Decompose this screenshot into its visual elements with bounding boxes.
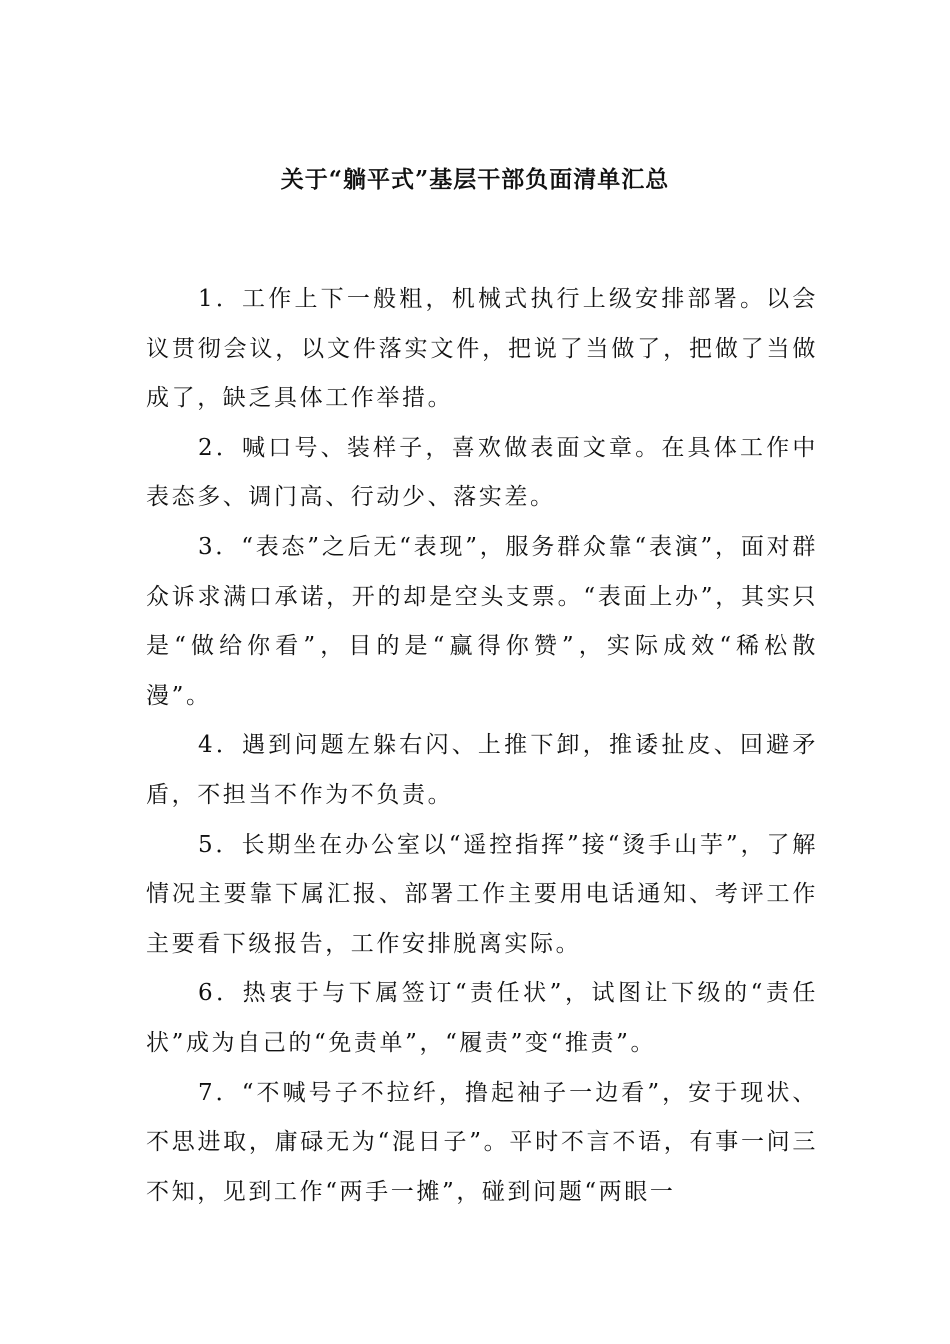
paragraph-5: 5．长期坐在办公室以“遥控指挥”接“烫手山芋”，了解情况主要靠下属汇报、部署工作主要用电话通知、考评工作主要看下级报告，工作安排脱离实际。 [146, 831, 818, 957]
document-title: 关于“躺平式”基层干部负面清单汇总 [280, 166, 670, 193]
paragraph-2: 2．喊口号、装样子，喜欢做表面文章。在具体工作中表态多、调门高、行动少、落实差。 [146, 434, 818, 511]
paragraph-1: 1．工作上下一般粗，机械式执行上级安排部署。以会议贯彻会议，以文件落实文件，把说了当做了，把做了当做成了，缺乏具体工作举措。 [146, 286, 818, 412]
paragraph-6: 6．热衷于与下属签订“责任状”，试图让下级的“责任状”成为自己的“免责单”，“履责”变“推责”。 [146, 980, 818, 1056]
paragraph-4: 4．遇到问题左躲右闪、上推下卸，推诿扯皮、回避矛盾，不担当不作为不负责。 [146, 732, 818, 808]
paragraph-7: 7．“不喊号子不拉纤，撸起袖子一边看”，安于现状、不思进取，庸碌无为“混日子”。平时不言不语，有事一问三不知，见到工作“两手一摊”，碰到问题“两眼一 [146, 1079, 818, 1205]
document-body [146, 275, 818, 1217]
paragraph-3: 3．“表态”之后无“表现”，服务群众靠“表演”，面对群众诉求满口承诺，开的却是空头支票。“表面上办”，其实只是“做给你看”，目的是“赢得你赞”，实际成效“稀松散漫”。 [146, 533, 818, 709]
